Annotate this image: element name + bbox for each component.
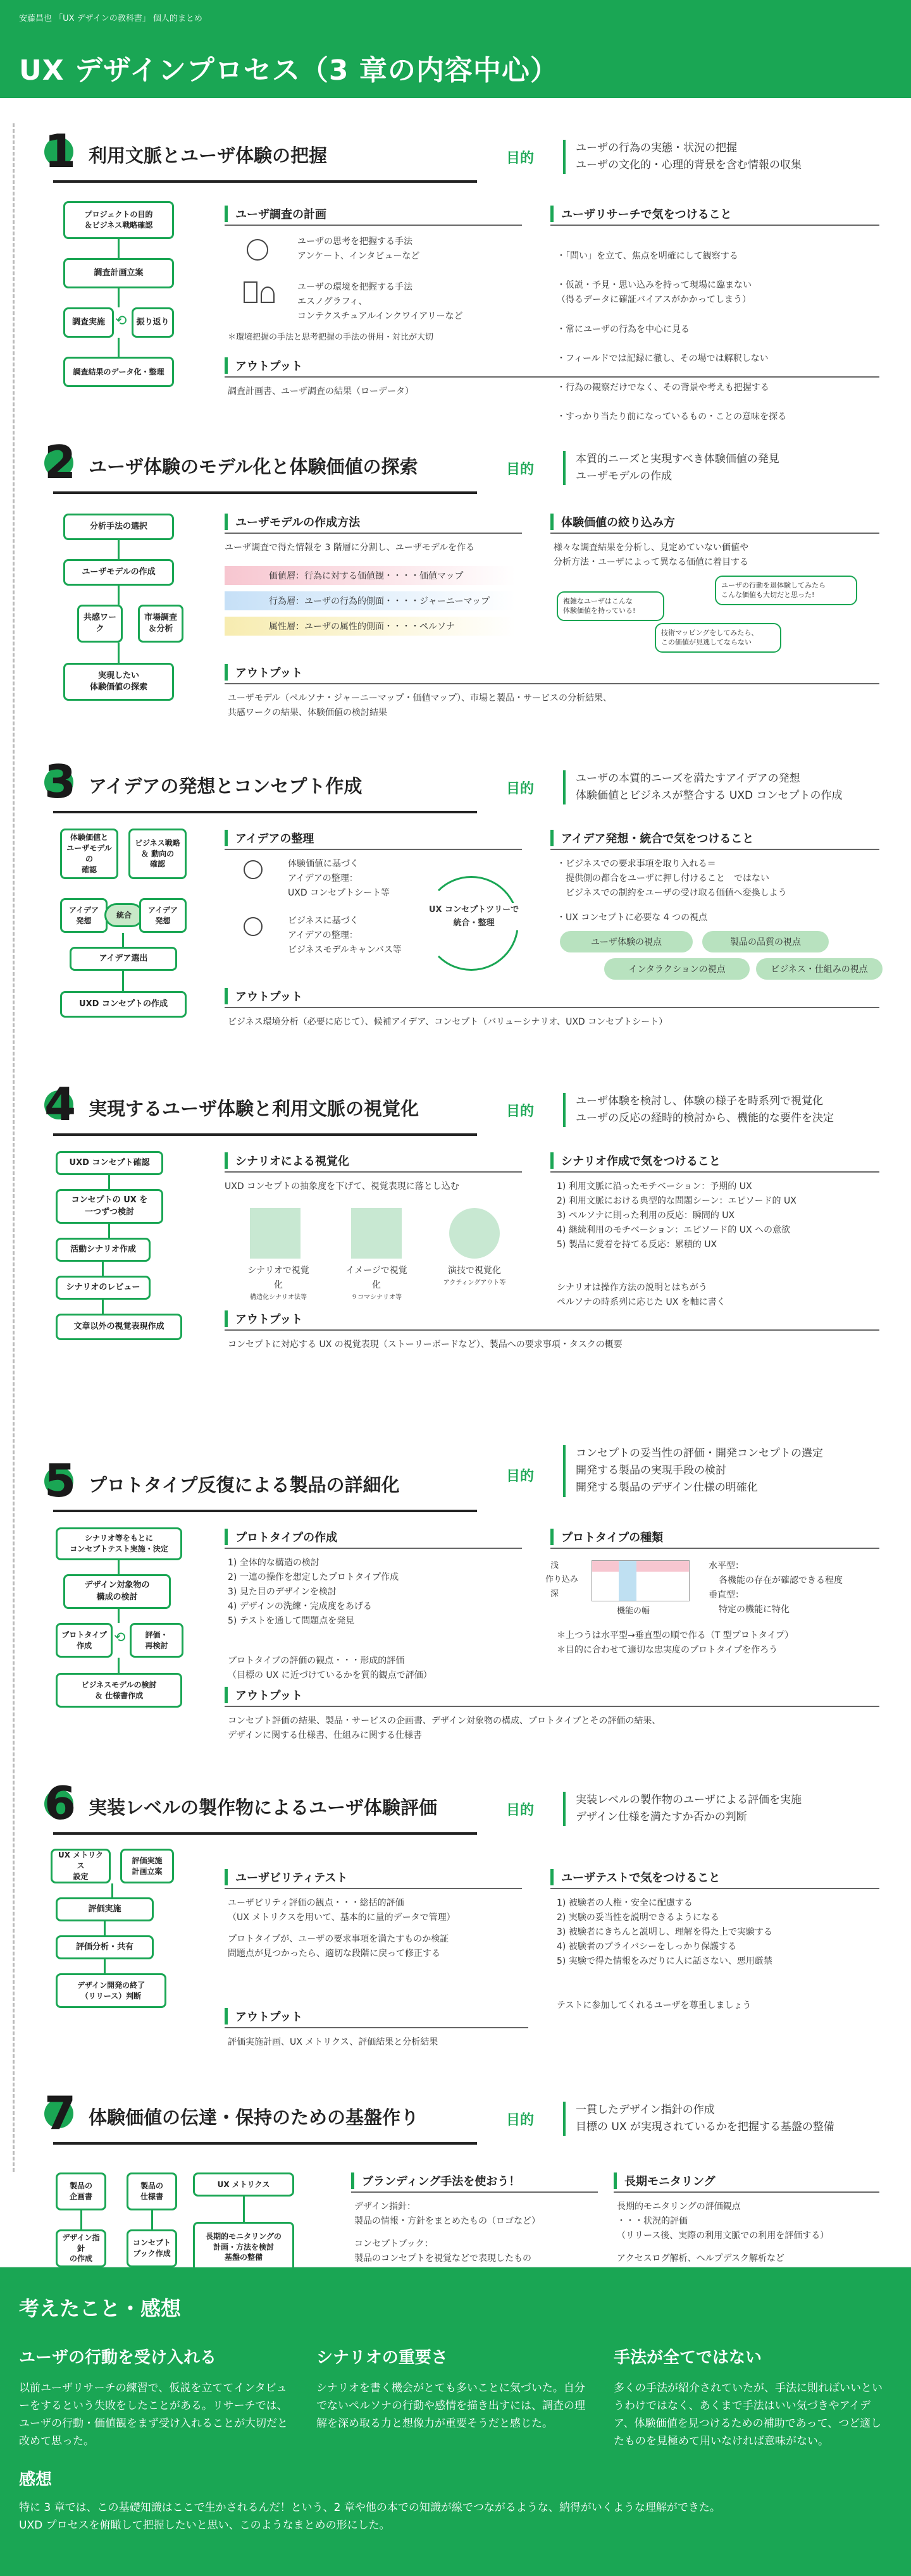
purpose-label: 目的 — [506, 462, 535, 478]
chapter-2 — [0, 436, 911, 768]
section-title: ユーザテストで気をつけること — [550, 1869, 720, 1885]
section-title: シナリオ作成で気をつけること — [550, 1152, 721, 1169]
document-icon — [250, 1208, 301, 1259]
purpose-item: ユーザの行為の実態・状況の把握 — [576, 142, 737, 154]
flow-step-proposal: 製品の 企画書 — [56, 2172, 106, 2210]
purpose-item: ユーザモデルの作成 — [576, 470, 672, 483]
output-title: アウトプット — [225, 1310, 302, 1327]
building-icon — [244, 281, 257, 303]
reflection-column — [316, 2345, 588, 2450]
chapter-4-heading — [44, 1078, 419, 1131]
list-item: 1) 被験者の人権・安全に配慮する — [557, 1898, 693, 1908]
purpose-item: 開発する製品の実現手段の検討 — [576, 1464, 726, 1477]
flow-step-monitoring: 長期的モニタリングの 計画・方法を検討 基盤の整備 — [193, 2222, 294, 2272]
list-item: ・「問い」を立て、焦点を明確にして観察する — [557, 251, 738, 262]
list-item: 4) デザインの洗練・完成度をあげる — [228, 1601, 372, 1612]
list-item: ・仮説・予見・思い込みを持って現場に臨まない （得るデータに確証バイアスがかかってしまう） — [557, 280, 752, 305]
section-line — [225, 1171, 522, 1173]
section-note: プロトタイプの評価の観点・・・形成的評価 （目標の UX に近づけているかを質的観点で評価） — [228, 1656, 432, 1681]
header — [0, 0, 911, 98]
purpose-item: 目標の UX が実現されているかを把握する基盤の整備 — [576, 2121, 834, 2134]
viz-acting: 演技で視覚化 アクティングアウト等 — [443, 1266, 506, 1287]
comic-panels-icon — [351, 1208, 402, 1259]
output-title: アウトプット — [225, 1687, 302, 1703]
speech-bubble: 技術マッピングをしてみたら、 この価値が見逃してならない — [655, 623, 781, 653]
method-environment: ユーザの環境を把握する手法 エスノグラフィ、 コンテクスチュアルインクワイアリーなど — [297, 282, 463, 322]
section-line — [225, 376, 879, 378]
flow-connector — [118, 239, 120, 258]
section-line — [225, 1888, 522, 1889]
face-icon — [244, 860, 263, 879]
flow-step-model: ユーザモデルの作成 — [63, 559, 174, 586]
purpose-body — [563, 1445, 823, 1497]
chapter-1-heading — [44, 125, 328, 178]
output-title: アウトプット — [225, 664, 302, 681]
section-title: ユーザビリティテスト — [225, 1869, 347, 1885]
axis-deep: 深 — [550, 1589, 559, 1599]
chapter-5-heading — [44, 1454, 400, 1507]
reflection-text: 以前ユーザリサーチの練習で、仮説を立ててインタビューをするという失敗をしたことがある。リサーチでは、ユーザの行動・価値観をまず受け入れることが大切だと改めて思った。 — [19, 2382, 288, 2448]
section-line — [351, 2191, 598, 2193]
acting-icon — [449, 1208, 500, 1259]
section-intro: UXD コンセプトの抽象度を下げて、視覚表現に落とし込む — [225, 1181, 459, 1192]
list-item: ・常にユーザの行為を中心に見る — [557, 324, 690, 335]
chapter-underline — [53, 811, 477, 813]
purpose-label: 目的 — [506, 781, 535, 797]
output-title: アウトプット — [225, 2008, 302, 2024]
flow-connector — [118, 1609, 120, 1623]
impression-text: 特に 3 章では、この基礎知識はここで生かされるんだ！という、2 章や他の本での知識が線でつながるような、納得がいくような理解ができた。 UXD プロセスを俯瞰して把握したいと思い、このようなまとめの形にした。 — [19, 2501, 721, 2532]
layer-attribute: 属性層：ユーザの属性的側面・・・・ペルソナ — [225, 617, 516, 636]
section-list — [557, 1896, 772, 1969]
section-note: シナリオは操作方法の説明とはちがう ペルソナの時系列に応じた UX を軸に書く — [557, 1283, 726, 1308]
section-title: ブランディング手法を使おう！ — [351, 2172, 520, 2189]
chapter-3-heading — [44, 755, 363, 808]
reflection-section — [0, 2267, 911, 2576]
section-text: アクセスログ解析、ヘルプデスク解析など — [617, 2253, 785, 2264]
section-line — [225, 683, 879, 684]
flow-step-structure: デザイン対象物の 構成の検討 — [63, 1574, 171, 1609]
flow-step-market: 市場調査 ＆分析 — [138, 605, 183, 643]
chapter-underline — [53, 491, 477, 494]
header-meta: 安藤昌也 「UX デザインの教科書」 個人的まとめ — [19, 14, 202, 23]
flow-step-guideline: デザイン指針 の作成 — [56, 2229, 106, 2267]
purpose-label: 目的 — [506, 1803, 535, 1818]
layer-value: 価値層：行為に対する価値観・・・・価値マップ — [225, 566, 516, 585]
section-text: ・ビジネスでの要求事項を取り入れる＝ 提供側の都合をユーザに押し付けること ではない ビジネスでの制約をユーザの受け取る価値へ変換しよう — [557, 859, 787, 899]
section-list — [557, 1180, 796, 1252]
flow-step-select: アイデア選出 — [70, 947, 177, 971]
section-title: プロトタイプの作成 — [225, 1529, 337, 1545]
flow-step-analysis: 分析手法の選択 — [63, 514, 174, 540]
chapter-7-heading — [44, 2086, 419, 2140]
section-note: テストに参加してくれるユーザを尊重しましょう — [557, 2000, 752, 2011]
flow-connector — [80, 2210, 82, 2229]
flow-step-release: デザイン開発の終了 （リリース）判断 — [56, 1973, 166, 2008]
list-item: 5) テストを通して問題点を発見 — [228, 1616, 355, 1627]
purpose-body — [563, 770, 842, 804]
section-line — [550, 1888, 879, 1889]
chapter-number: 1 — [44, 128, 84, 174]
chapter-number: 2 — [44, 440, 84, 485]
axis-breadth: 機能の幅 — [617, 1606, 650, 1616]
flow-step-examine: コンセプトの UX を 一つずつ検討 — [56, 1189, 163, 1224]
chapter-number: 5 — [44, 1458, 84, 1503]
cycle-icon: ⟲ — [115, 313, 127, 329]
chapter-1 — [0, 125, 911, 445]
chapter-number: 4 — [44, 1082, 84, 1127]
flow-step-eval-plan: 評価実施 計画立案 — [120, 1849, 174, 1883]
flow-step-review: 振り返り — [132, 307, 174, 338]
output-title: アウトプット — [225, 988, 302, 1004]
list-item: 5) 製品に愛着を持てる反応：累積的 UX — [557, 1240, 717, 1250]
chapter-underline — [53, 2142, 477, 2145]
flow-connector — [102, 1262, 104, 1276]
purpose-body — [563, 1792, 802, 1826]
flow-connector — [118, 1560, 120, 1574]
list-item: 4) 継続利用のモチベーション：エピソード的 UX への意欲 — [557, 1225, 790, 1236]
flow-connector — [118, 1658, 120, 1673]
section-title: アイデア発想・統合で気をつけること — [550, 830, 753, 846]
flow-step-concept-check: UXD コンセプト確認 — [56, 1151, 163, 1175]
section-line — [550, 533, 879, 534]
flow-step-scenario: 活動シナリオ作成 — [56, 1238, 151, 1262]
section-line — [550, 225, 879, 226]
viewpoint-pill: インタラクションの視点 — [604, 958, 750, 980]
impression-title: 感想 — [19, 2470, 53, 2490]
person-icon — [261, 287, 275, 303]
flow-step-survey: 調査実施 — [63, 307, 114, 338]
purpose-item: 本質的ニーズと実現すべき体験価値の発見 — [576, 453, 779, 465]
reflection-heading: ユーザの行動を受け入れる — [19, 2348, 217, 2367]
branding-guideline: デザイン指針： 製品の情報・方針をまとめたもの（ロゴなど） — [354, 2202, 540, 2227]
purpose-body — [563, 1093, 834, 1127]
flow-step-ideation: アイデア 発想 — [139, 898, 187, 933]
section-title: シナリオによる視覚化 — [225, 1152, 349, 1169]
page-title: UX デザインプロセス（3 章の内容中心） — [19, 54, 559, 87]
chapter-title: 体験価値の伝達・保持のための基盤作り — [89, 2106, 419, 2128]
chapter-underline — [53, 1832, 477, 1835]
purpose-label: 目的 — [506, 1469, 535, 1484]
chapter-underline — [53, 1510, 477, 1512]
purpose-item: コンセプトの妥当性の評価・開発コンセプトの選定 — [576, 1447, 823, 1460]
cycle-icon: ⟲ — [114, 1630, 126, 1646]
list-item: ・すっかり当たり前になっているもの・ことの意味を探る — [557, 412, 787, 422]
chapter-number: 3 — [44, 759, 84, 804]
section-list — [228, 1556, 399, 1629]
chapter-underline — [53, 1133, 477, 1136]
purpose-label: 目的 — [506, 2112, 535, 2128]
section-line — [225, 2027, 528, 2028]
chapter-underline — [53, 180, 477, 183]
chapter-title: 利用文脈とユーザ体験の把握 — [89, 144, 328, 166]
list-item: 2) 利用文脈における典型的な問題シーン：エピソード的 UX — [557, 1196, 796, 1207]
section-text: 長期的モニタリングの評価観点 ・・・状況的評価 （リリース後、実際の利用文脈での利用を評価する） — [617, 2202, 829, 2241]
reflection-text: シナリオを書く機会がとても多いことに気づいた。自分でないペルソナの行動や感情を描き出すには、調査の理解を深め取る力と想像力が重要そうだと感じた。 — [316, 2382, 585, 2431]
flow-step-ux-metrics: UX メトリクス — [193, 2172, 294, 2197]
section-line — [225, 849, 522, 850]
section-title: アイデアの整理 — [225, 830, 314, 846]
viz-scenario: シナリオで視覚化 構造化シナリオ法等 — [247, 1266, 309, 1302]
list-item: 2) 実験の妥当性を説明できるようになる — [557, 1913, 719, 1923]
flow-step-conceptbook: コンセプト ブック作成 — [127, 2229, 177, 2267]
flow-step-plan: 調査計画立案 — [63, 258, 174, 288]
layer-action: 行為層：ユーザの行為的側面・・・・ジャーニーマップ — [225, 591, 516, 610]
purpose-body — [563, 140, 802, 174]
flow-connector — [118, 586, 120, 605]
flow-step-scenario-review: シナリオのレビュー — [56, 1276, 151, 1300]
prototype-grid — [592, 1560, 690, 1601]
list-item: 1) 全体的な構造の検討 — [228, 1558, 319, 1568]
flow-step-visual: 文章以外の視覚表現作成 — [56, 1314, 182, 1340]
reflection-text: 多くの手法が紹介されていたが、手法に則ればいいというわけではなく、あくまで手法はいい気づきやアイデア、体験価値を見つけるための補助であって、つど適したものを見極めて用いなければ意味がない。 — [614, 2382, 883, 2448]
section-title: 長期モニタリング — [614, 2172, 716, 2189]
section-line — [550, 1171, 879, 1173]
section-intro: 様々な調査結果を分析し、見定めていない価値や 分析方法・ユーザによって異なる価値に着目する — [554, 543, 748, 568]
purpose-label: 目的 — [506, 1104, 535, 1119]
flow-step-concept: UXD コンセプトの作成 — [60, 991, 187, 1018]
flow-connector — [118, 338, 120, 357]
flow-connector — [104, 1959, 106, 1973]
viewpoint-pill: ユーザ体験の視点 — [560, 931, 693, 952]
prototype-types: 水平型： 各機能の存在が確認できる程度 垂直型： 特定の機能に特化 — [709, 1559, 843, 1617]
speech-bubble: ユーザの行動を退体験してみたら こんな価値も大切だと思った! — [715, 576, 857, 605]
flow-step-eval: 評価実施 — [56, 1897, 154, 1921]
purpose-item: ユーザの反応の経時的検討から、機能的な要件を決定 — [576, 1112, 834, 1125]
flow-connector — [118, 288, 120, 307]
speech-bubble: 複雑なユーザはこんな 体験価値を持っている! — [557, 591, 664, 621]
list-item: 2) 一連の操作を想定したプロトタイプ作成 — [228, 1572, 399, 1583]
viewpoint-pill: 製品の品質の視点 — [702, 931, 829, 952]
flow-step-share: 評価分析・共有 — [56, 1935, 154, 1959]
chapter-2-heading — [44, 436, 418, 489]
output-text: コンセプトに対応する UX の視覚表現（ストーリーボードなど）、製品への要求事項・タスクの概要 — [228, 1340, 623, 1350]
type-horizontal: 水平型： — [709, 1561, 744, 1571]
flow-step-organize: 調査結果のデータ化・整理 — [63, 357, 174, 387]
flow-step-specification: 製品の 仕様書 — [127, 2172, 177, 2210]
method-thinking: ユーザの思考を把握する手法 アンケート、インタビューなど — [297, 237, 420, 262]
flow-step-metrics: UX メトリクス 設定 — [51, 1849, 111, 1883]
face-icon — [247, 239, 268, 261]
list-item: 5) 実験で得た情報をみだりに人に話さない、悪用厳禁 — [557, 1956, 772, 1967]
output-text: ビジネス環境分析（必要に応じて）、候補アイデア、コンセプト（バリューシナリオ、UXD コンセプトシート） — [228, 1017, 668, 1027]
section-title: 体験価値の絞り込み方 — [550, 514, 675, 530]
purpose-body — [563, 2102, 834, 2136]
chapter-number: 7 — [44, 2090, 84, 2136]
flow-connector — [122, 933, 124, 947]
output-text: コンセプト評価の結果、製品・サービスの企画書、デザイン対象物の構成、プロトタイプとその評価の結果、 デザインに関する仕様書、仕組みに関する仕様書 — [228, 1716, 661, 1741]
flow-connector — [102, 1300, 104, 1314]
chapter-title: 実装レベルの製作物によるユーザ体験評価 — [89, 1796, 438, 1818]
section-title: ユーザモデルの作成方法 — [225, 514, 360, 530]
reflection-column — [614, 2345, 886, 2450]
list-item: ・フィールドでは記録に徹し、その場では解釈しない — [557, 353, 769, 364]
reflection-column — [19, 2345, 291, 2450]
purpose-item: 開発する製品のデザイン仕様の明確化 — [576, 1481, 758, 1494]
chapter-number: 6 — [44, 1780, 84, 1826]
list-item: 3) 被験者にきちんと説明し、理解を得た上で実験する — [557, 1927, 772, 1938]
flow-connector — [151, 2210, 153, 2229]
list-item: 4) 被験者のプライバシーをしっかり保護する — [557, 1942, 737, 1952]
flow-step-integrate: 統合 — [104, 903, 144, 927]
flow-step-evaluate: 評価・ 再検討 — [130, 1623, 183, 1658]
section-note: ＊上つうは水平型→垂直型の順で作る（T 型プロトタイプ） ＊目的に合わせて適切な忠実度のプロトタイプを作ろう — [557, 1630, 794, 1656]
reflection-heading: シナリオの重要さ — [316, 2348, 448, 2367]
purpose-body — [563, 451, 779, 485]
branding-conceptbook: コンセプトブック： 製品のコンセプトを視覚などで表現したもの — [354, 2239, 531, 2264]
flow-connector — [243, 2197, 245, 2222]
purpose-item: 実装レベルの製作物のユーザによる評価を実施 — [576, 1794, 802, 1806]
flow-step-purpose: プロジェクトの目的 ＆ビジネス戦略確認 — [63, 201, 174, 239]
chapter-6 — [0, 1777, 911, 2097]
flow-connector — [118, 540, 120, 559]
output-text: 評価実施計画、UX メトリクス、評価結果と分析結果 — [228, 2037, 438, 2047]
list-item: 3) ペルソナに則った利用の反応：瞬間的 UX — [557, 1211, 735, 1221]
flow-step-prototype: プロトタイプ 作成 — [56, 1623, 113, 1658]
chapter-title: アイデアの発想とコンセプト作成 — [89, 775, 363, 797]
section-line — [225, 1548, 522, 1549]
flow-step-value-check: 体験価値と ユーザモデルの 確認 — [60, 829, 118, 879]
chapter-title: 実現するユーザ体験と利用文脈の視覚化 — [89, 1097, 419, 1119]
reflection-columns — [19, 2345, 892, 2450]
reflection-heading: 手法が全てではない — [614, 2348, 762, 2367]
idea-by-business: ビジネスに基づく アイデアの整理： ビジネスモデルキャンバス等 — [288, 916, 402, 956]
section-title: プロトタイプの種類 — [550, 1529, 663, 1545]
purpose-label: 目的 — [506, 151, 535, 166]
list-item: 1) 利用文脈に沿ったモチベーション：予期的 UX — [557, 1181, 752, 1192]
section-line — [225, 225, 522, 226]
list-item: ・行為の観察だけでなく、その背景や考えも把握する — [557, 382, 769, 393]
purpose-item: ユーザ体験を検討し、体験の様子を時系列で視覚化 — [576, 1095, 823, 1107]
section-line — [225, 1329, 879, 1331]
flow-step-concept-test: シナリオ等をもとに コンセプトテスト実施・決定 — [56, 1527, 182, 1560]
output-title: アウトプット — [225, 357, 302, 374]
chapter-title: プロトタイプ反復による製品の詳細化 — [89, 1474, 400, 1496]
idea-by-value: 体験価値に基づく アイデアの整理： UXD コンセプトシート等 — [288, 859, 390, 899]
section-text: プロトタイプが、ユーザの要求事項を満たすものか検証 問題点が見つかったら、適切な段階に戻って修正する — [228, 1934, 449, 1959]
purpose-item: ユーザの本質的ニーズを満たすアイデアの発想 — [576, 772, 800, 785]
type-vertical: 垂直型： — [709, 1590, 744, 1601]
section-line — [550, 849, 879, 850]
flow-step-spec: ビジネスモデルの検討 ＆ 仕様書作成 — [56, 1673, 182, 1708]
flow-step-empathy: 共感ワーク — [77, 605, 123, 643]
flow-connector — [122, 971, 124, 991]
impression — [19, 2467, 892, 2534]
section-note: ＊環境把握の手法と思考把握の手法の併用・対比が大切 — [228, 333, 434, 342]
chapter-6-heading — [44, 1777, 438, 1830]
flow-connector — [104, 1921, 106, 1935]
purpose-item: ユーザの文化的・心理的背景を含む情報の収集 — [576, 159, 802, 172]
flow-connector — [111, 1883, 113, 1897]
integrate-label: UX コンセプトツリーで 統合・整理 — [429, 903, 519, 930]
flow-connector — [118, 643, 120, 663]
viewpoint-pill: ビジネス・仕組みの視点 — [756, 958, 883, 980]
purpose-item: 一貫したデザイン指針の作成 — [576, 2104, 715, 2116]
section-line — [225, 1706, 879, 1707]
chapter-4 — [0, 1078, 911, 1410]
section-list — [557, 235, 786, 439]
section-intro: ユーザ調査で得た情報を 3 階層に分割し、ユーザモデルを作る — [225, 543, 475, 553]
section-title: ユーザリサーチで気をつけること — [550, 206, 732, 222]
viz-image: イメージで視覚化 ９コマシナリオ等 — [345, 1266, 407, 1302]
chapter-title: ユーザ体験のモデル化と体験価値の探索 — [89, 455, 418, 478]
axis-shallow: 浅 — [550, 1561, 559, 1570]
section-line — [225, 533, 522, 534]
output-text: 調査計画書、ユーザ調査の結果（ローデータ） — [228, 386, 414, 397]
person-icon — [244, 917, 263, 936]
flow-step-business-check: ビジネス戦略 ＆ 動向の 確認 — [128, 829, 187, 879]
flow-connector — [108, 1224, 110, 1238]
output-text: ユーザモデル（ペルソナ・ジャーニーマップ・価値マップ）、市場と製品・サービスの分析結果、 共感ワークの結果、体験価値の検討結果 — [228, 693, 612, 718]
flow-connector — [108, 1175, 110, 1189]
section-text: ・UX コンセプトに必要な 4 つの視点 — [557, 913, 708, 923]
chapter-3 — [0, 755, 911, 1094]
list-item: 3) 見た目のデザインを検討 — [228, 1587, 337, 1598]
section-line — [614, 2191, 879, 2193]
section-text: ユーザビリティ評価の観点・・・総括的評価 （UX メトリクスを用いて、基本的に量的データで管理） — [228, 1898, 456, 1923]
flow-step-ideation: アイデア 発想 — [60, 898, 108, 933]
section-title: ユーザ調査の計画 — [225, 206, 326, 222]
purpose-item: 体験価値とビジネスが整合する UXD コンセプトの作成 — [576, 789, 843, 803]
flow-step-value: 実現したい 体験価値の探索 — [63, 663, 174, 701]
axis-depth: 作り込み — [545, 1575, 579, 1584]
main-content — [0, 98, 911, 2267]
purpose-item: デザイン仕様を満たすか否かの判断 — [576, 1811, 747, 1824]
reflection-title: 考えたこと・感想 — [19, 2296, 182, 2320]
section-line — [225, 1007, 879, 1008]
chapter-5 — [0, 1447, 911, 1787]
section-line — [550, 1548, 879, 1549]
